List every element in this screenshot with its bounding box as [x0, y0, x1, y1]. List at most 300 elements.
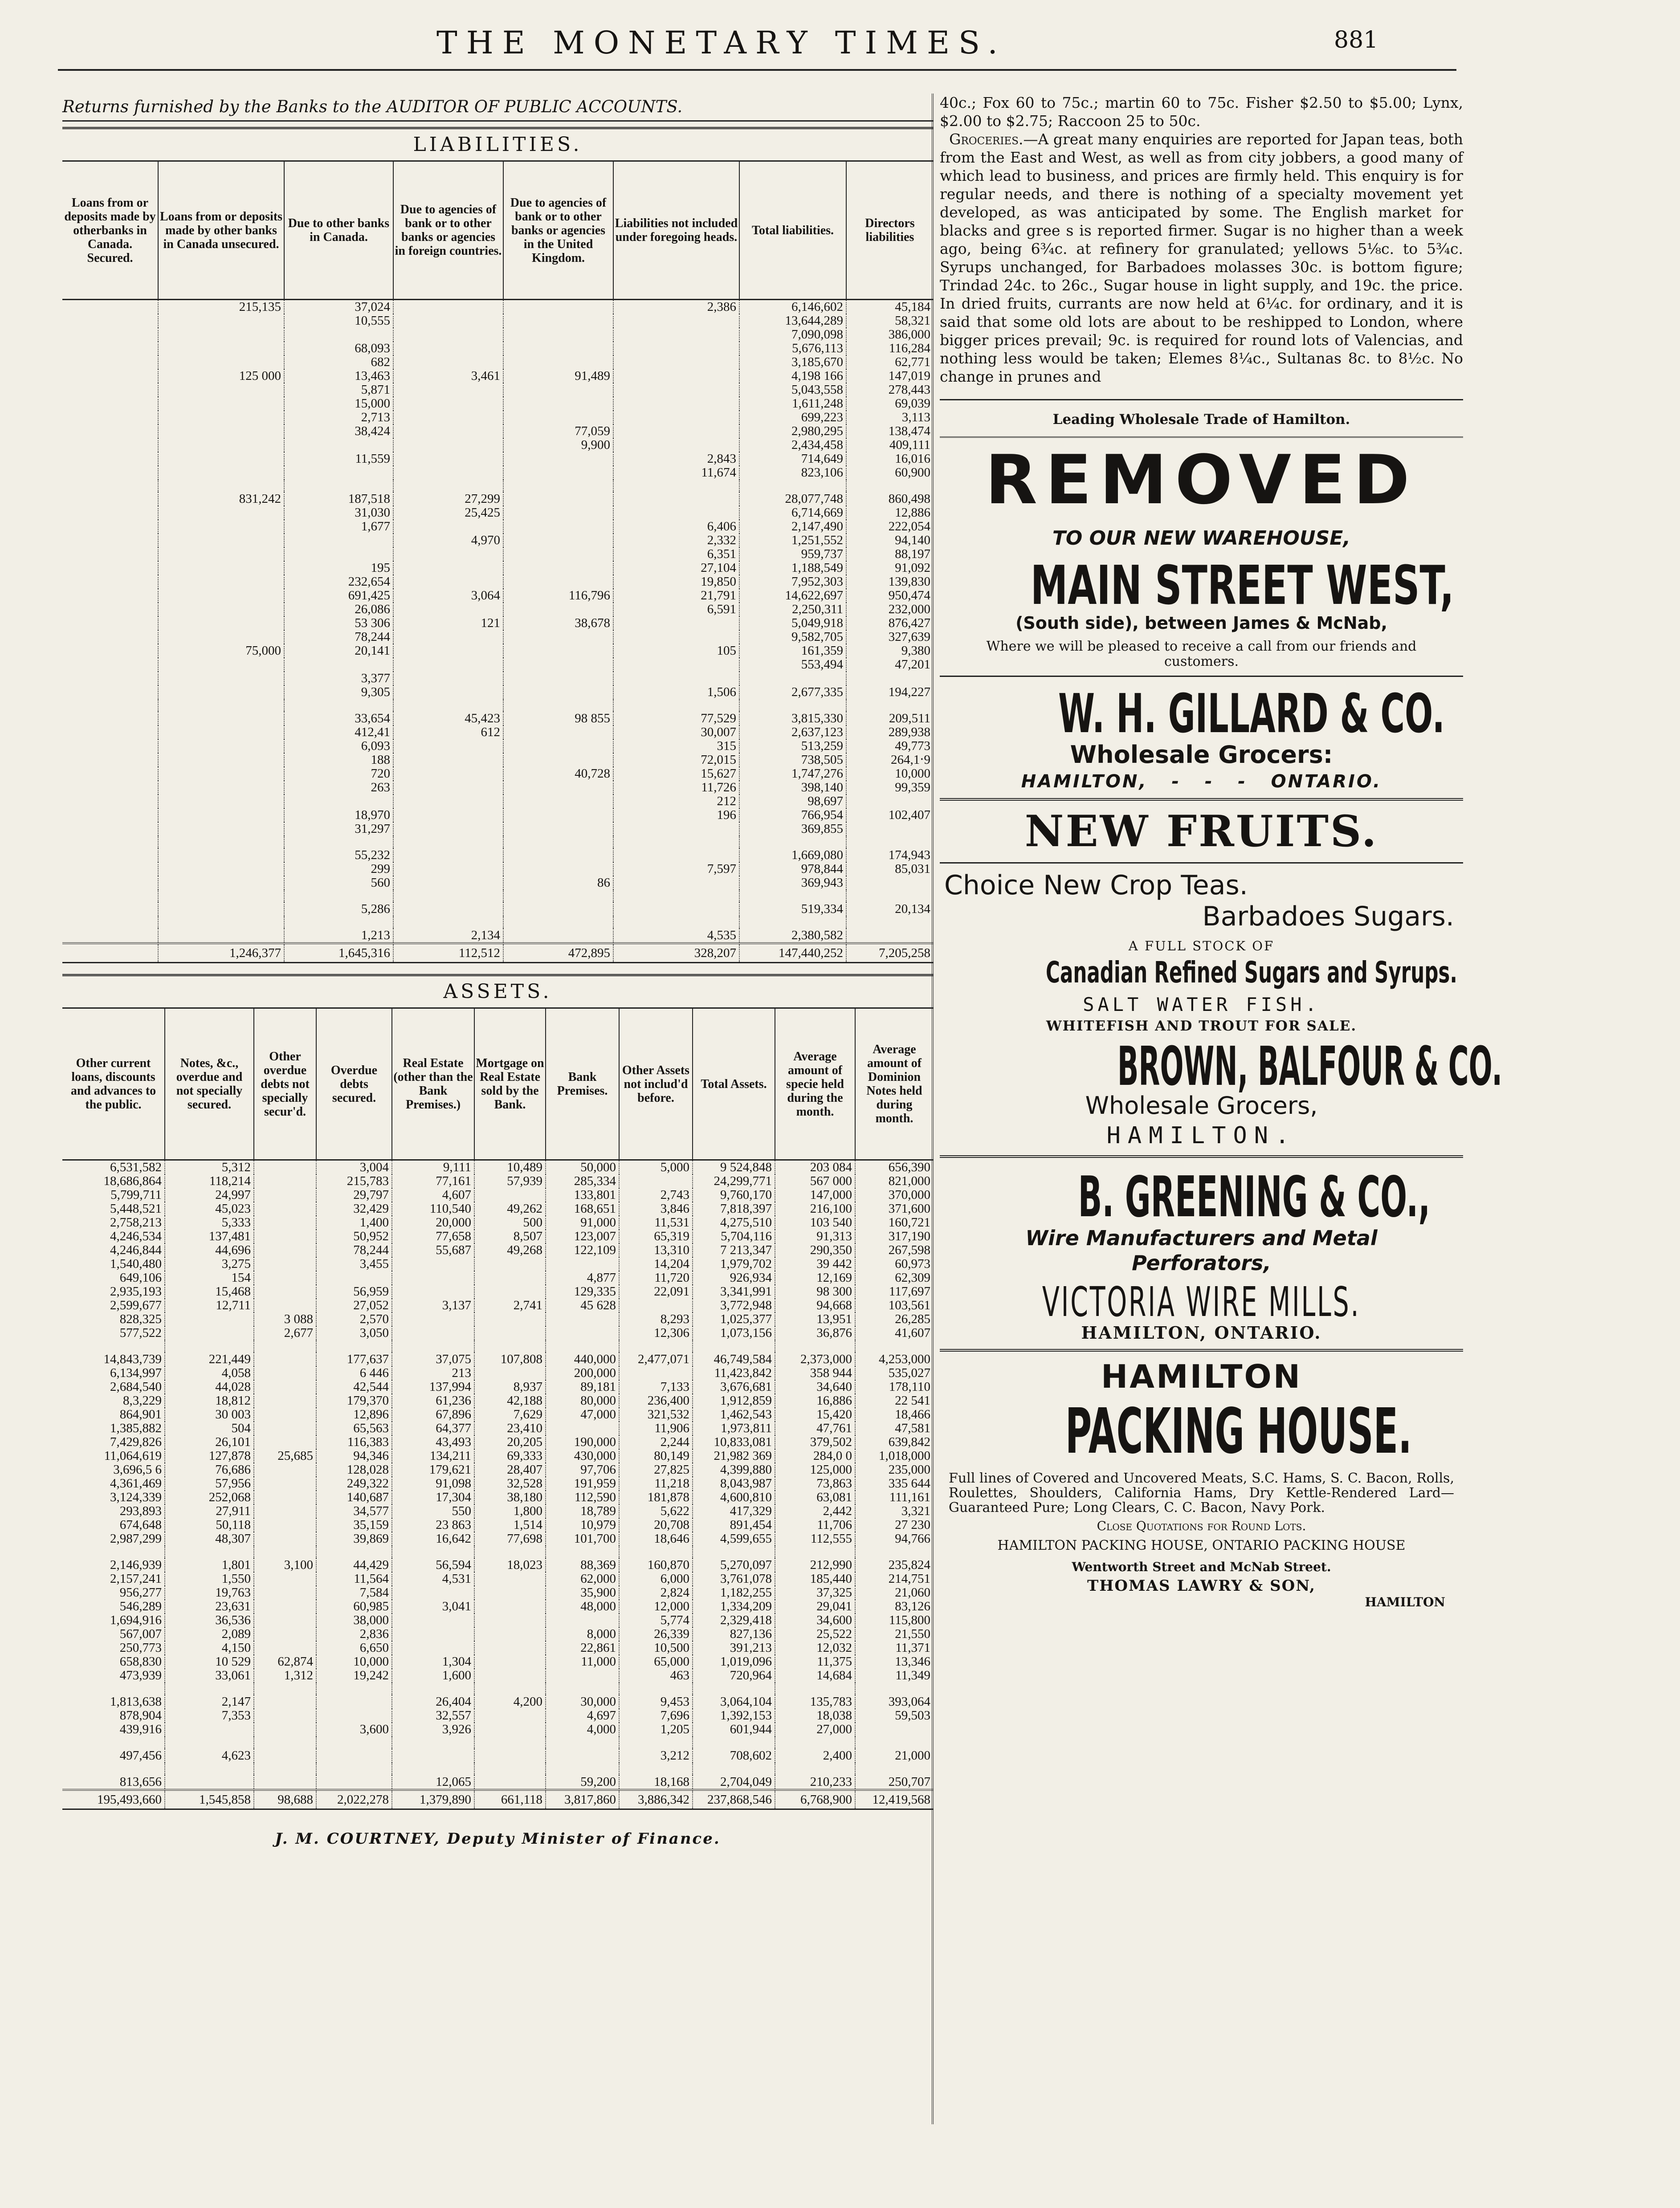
table-cell: 97,706 — [546, 1463, 619, 1477]
table-cell: 1,540,480 — [62, 1257, 165, 1271]
table-cell: 1,182,255 — [693, 1586, 775, 1600]
table-row — [62, 862, 933, 876]
table-cell: 831,242 — [158, 492, 284, 506]
table-cell — [62, 890, 158, 902]
table-cell: 60,973 — [895, 1257, 930, 1271]
table-cell: 42,544 — [316, 1380, 392, 1394]
balfour-grocers: Wholesale Grocers, — [1085, 1092, 1318, 1120]
table-cell: 440,000 — [546, 1353, 619, 1366]
table-cell: 1,188,549 — [739, 561, 846, 575]
table-cell — [619, 1174, 693, 1188]
table-cell: 57,939 — [474, 1174, 546, 1188]
table-cell — [474, 1669, 546, 1682]
table-cell — [316, 1736, 392, 1749]
table-cell — [503, 822, 613, 836]
table-cell — [284, 328, 393, 342]
table-row — [62, 1326, 933, 1340]
table-row — [62, 1736, 933, 1749]
table-cell: 1,392,153 — [693, 1709, 775, 1723]
table-cell: 47,581 — [895, 1421, 930, 1435]
table-cell: 140,687 — [316, 1491, 392, 1504]
table-cell: 125 000 — [158, 369, 284, 383]
south-side-line: (South side), between James & McNab, — [1015, 613, 1387, 633]
table-cell: 439,916 — [62, 1723, 165, 1736]
table-cell — [254, 1723, 316, 1736]
liab-column-header: Loans from or deposits made by otherbanks in Canada. Secured. — [62, 162, 158, 300]
table-cell — [474, 1749, 546, 1763]
greening-city: HAMILTON, ONTARIO. — [1081, 1323, 1322, 1343]
table-cell — [254, 1435, 316, 1449]
table-cell — [613, 424, 739, 438]
table-cell: 2,134 — [393, 929, 503, 943]
table-cell: 48,000 — [546, 1600, 619, 1613]
table-cell — [546, 1257, 619, 1271]
table-row — [62, 1641, 933, 1655]
table-cell — [158, 876, 284, 890]
table-cell: 4,607 — [392, 1188, 474, 1202]
table-cell: 212 — [613, 794, 739, 808]
main-street-heading: MAIN STREET WEST, — [1030, 555, 1454, 617]
table-row — [62, 1449, 933, 1463]
table-cell — [503, 328, 613, 342]
table-cell: 94,668 — [775, 1299, 855, 1312]
table-cell — [503, 452, 613, 466]
total-cell: 7,205,258 — [846, 943, 933, 963]
table-row — [62, 1655, 933, 1669]
table-cell — [393, 547, 503, 561]
table-row — [62, 561, 933, 575]
table-row — [62, 902, 933, 916]
table-cell — [474, 1257, 546, 1271]
table-cell — [284, 794, 393, 808]
table-cell: 813,656 — [62, 1775, 165, 1790]
table-cell: 567,007 — [62, 1627, 165, 1641]
table-cell: 3,926 — [392, 1723, 474, 1736]
table-cell: 160,870 — [619, 1558, 693, 1572]
table-cell — [474, 1312, 546, 1326]
asset-column-header: Bank Premises. — [546, 1009, 619, 1160]
table-cell: 4,599,655 — [693, 1532, 775, 1546]
table-cell: 2,713 — [284, 411, 393, 424]
table-cell: 18,466 — [895, 1407, 930, 1422]
table-cell — [284, 466, 393, 480]
table-cell — [158, 534, 284, 547]
table-cell: 24,997 — [165, 1188, 254, 1202]
balfour-name: BROWN, BALFOUR & CO. — [1117, 1036, 1503, 1098]
table-cell — [474, 1627, 546, 1641]
table-row — [62, 822, 933, 836]
gillard-city: HAMILTON, - - - ONTARIO. — [1021, 771, 1382, 792]
table-cell — [62, 547, 158, 561]
table-cell: 293,893 — [62, 1504, 165, 1518]
table-cell — [254, 1394, 316, 1408]
table-cell — [62, 383, 158, 397]
table-cell — [474, 1655, 546, 1669]
table-cell: 200,000 — [546, 1366, 619, 1380]
asset-column-header: Real Estate (other than the Bank Premises.) — [392, 1009, 474, 1160]
table-row — [62, 1380, 933, 1394]
table-cell — [62, 685, 158, 699]
table-cell: 185,440 — [775, 1572, 855, 1586]
table-cell — [393, 862, 503, 876]
table-cell: 37,075 — [392, 1353, 474, 1366]
table-cell: 191,959 — [546, 1477, 619, 1491]
table-cell: 39,869 — [316, 1532, 392, 1546]
table-cell: 3,100 — [254, 1558, 316, 1572]
table-cell: 9,900 — [503, 438, 613, 452]
table-cell: 2,477,071 — [619, 1353, 693, 1366]
table-cell: 417,329 — [693, 1504, 775, 1518]
new-warehouse-line: TO OUR NEW WAREHOUSE, — [1052, 527, 1351, 550]
table-cell — [392, 1257, 474, 1271]
table-cell — [613, 492, 739, 506]
table-cell: 463 — [619, 1669, 693, 1682]
table-cell: 23,410 — [474, 1422, 546, 1435]
signature: J. M. COURTNEY, Deputy Minister of Finance. — [275, 1830, 721, 1848]
table-row — [62, 520, 933, 534]
table-cell: 3 088 — [254, 1312, 316, 1326]
table-cell: 708,602 — [693, 1749, 775, 1763]
table-cell: 19,850 — [613, 575, 739, 589]
table-cell: 11,064,619 — [62, 1449, 165, 1463]
table-cell — [846, 929, 933, 943]
packing-quotations: Close Quotations for Round Lots. — [1097, 1519, 1306, 1533]
table-cell: 147,019 — [888, 369, 930, 383]
table-cell — [62, 767, 158, 781]
table-cell: 216,100 — [775, 1202, 855, 1216]
table-cell: 27,052 — [316, 1299, 392, 1312]
table-cell — [254, 1695, 316, 1709]
table-cell: 69,039 — [895, 396, 930, 411]
table-cell: 9,305 — [284, 685, 393, 699]
asset-column-header: Notes, &c., overdue and not specially secured. — [165, 1009, 254, 1160]
table-cell — [254, 1682, 316, 1695]
table-cell — [254, 1243, 316, 1257]
table-cell: 98 300 — [775, 1285, 855, 1299]
table-cell — [158, 902, 284, 916]
table-cell: 5,774 — [619, 1613, 693, 1627]
table-cell: 23,631 — [165, 1600, 254, 1613]
table-cell: 135,783 — [775, 1695, 855, 1709]
table-row — [62, 411, 933, 424]
table-cell — [62, 397, 158, 411]
table-row — [62, 1230, 933, 1243]
table-cell: 18,038 — [775, 1709, 855, 1723]
table-cell — [846, 890, 933, 902]
table-cell: 37,024 — [284, 300, 393, 314]
table-cell: 98 855 — [503, 712, 613, 725]
table-cell: 8,000 — [546, 1627, 619, 1641]
asset-column-header: Other Assets not includ'd before. — [619, 1009, 693, 1160]
table-row — [62, 1669, 933, 1682]
table-cell: 1,385,882 — [62, 1422, 165, 1435]
table-cell — [474, 1572, 546, 1586]
table-row — [62, 1749, 933, 1763]
table-cell — [284, 658, 393, 672]
table-cell — [613, 836, 739, 848]
table-row — [62, 466, 933, 480]
table-cell: 2,373,000 — [775, 1353, 855, 1366]
salt-water-line: SALT WATER FISH. — [1083, 994, 1320, 1015]
table-cell: 62,000 — [546, 1572, 619, 1586]
table-cell: 2,824 — [619, 1586, 693, 1600]
table-cell — [62, 739, 158, 753]
table-cell: 864,901 — [62, 1408, 165, 1422]
table-cell: 32,528 — [474, 1477, 546, 1491]
table-cell: 5,312 — [165, 1160, 254, 1175]
table-cell: 2,434,458 — [739, 438, 846, 452]
table-cell: 59,200 — [546, 1775, 619, 1790]
table-cell: 91,489 — [503, 369, 613, 383]
table-cell: 1,025,377 — [693, 1312, 775, 1326]
table-cell: 5,286 — [284, 902, 393, 916]
table-cell: 116,284 — [889, 341, 930, 355]
table-cell — [62, 862, 158, 876]
table-cell — [393, 480, 503, 492]
table-row — [62, 1586, 933, 1600]
table-cell: 11,000 — [546, 1655, 619, 1669]
table-cell — [316, 1775, 392, 1790]
table-row — [62, 300, 933, 314]
table-cell — [503, 685, 613, 699]
table-cell — [474, 1340, 546, 1353]
table-cell: 128,028 — [316, 1463, 392, 1477]
table-cell — [62, 1340, 165, 1353]
table-cell: 2,570 — [316, 1312, 392, 1326]
table-cell: 33,654 — [284, 712, 393, 725]
table-cell: 10,833,081 — [693, 1435, 775, 1449]
table-cell: 8,293 — [619, 1312, 693, 1326]
table-cell: 6,093 — [284, 739, 393, 753]
table-cell: 546,289 — [62, 1600, 165, 1613]
table-cell: 91,098 — [392, 1477, 474, 1491]
packing-hamilton: HAMILTON — [1101, 1358, 1302, 1395]
table-cell: 26,101 — [165, 1435, 254, 1449]
table-cell: 14,684 — [775, 1669, 855, 1682]
table-cell: 107,808 — [474, 1353, 546, 1366]
table-cell — [62, 902, 158, 916]
table-cell: 7,353 — [165, 1709, 254, 1723]
table-cell — [775, 1546, 855, 1558]
table-cell: 123,007 — [546, 1230, 619, 1243]
assets-title: ASSETS. — [62, 974, 933, 1009]
table-cell — [62, 616, 158, 630]
table-cell — [158, 630, 284, 644]
table-cell — [158, 929, 284, 943]
table-row — [62, 725, 933, 739]
table-cell: 12,886 — [895, 505, 930, 520]
table-cell: 13,951 — [775, 1312, 855, 1326]
table-cell: 30,000 — [546, 1695, 619, 1709]
newspaper-title: THE MONETARY TIMES. — [436, 24, 1007, 61]
table-cell: 7,429,826 — [62, 1435, 165, 1449]
table-cell: 2,836 — [316, 1627, 392, 1641]
table-cell: 45,184 — [895, 300, 930, 314]
table-cell — [474, 1326, 546, 1340]
table-row — [62, 794, 933, 808]
table-cell: 3,064,104 — [693, 1695, 775, 1709]
table-cell: 45,023 — [165, 1202, 254, 1216]
table-cell: 37,325 — [775, 1586, 855, 1600]
table-cell: 289,938 — [888, 725, 930, 739]
markets-furs-text: 40c.; Fox 60 to 75c.; martin 60 to 75c. Fisher $2.50 to $5.00; Lynx, $2.00 to $2.75; Raccoon 25 to 50c. — [940, 94, 1463, 130]
table-cell — [62, 781, 158, 794]
table-cell — [613, 916, 739, 929]
table-cell: 65,319 — [619, 1230, 693, 1243]
table-cell — [503, 781, 613, 794]
returns-subtitle: Returns furnished by the Banks to the AUDITOR OF PUBLIC ACCOUNTS. — [62, 94, 933, 122]
table-cell: 32,557 — [392, 1709, 474, 1723]
table-cell: 190,000 — [546, 1435, 619, 1449]
table-cell: 519,334 — [739, 902, 846, 916]
table-cell: 118,214 — [165, 1174, 254, 1188]
table-cell — [503, 672, 613, 685]
table-cell: 3,212 — [619, 1749, 693, 1763]
table-cell: 11,423,842 — [693, 1366, 775, 1380]
table-cell: 6,146,602 — [739, 300, 846, 314]
table-cell: 49,773 — [895, 739, 930, 753]
total-cell: 112,512 — [393, 943, 503, 963]
table-cell — [254, 1586, 316, 1600]
table-cell — [393, 411, 503, 424]
table-cell: 3,321 — [901, 1504, 930, 1518]
table-cell: 3,041 — [392, 1600, 474, 1613]
liab-column-header: Directors liabilities — [846, 162, 933, 300]
table-cell — [393, 630, 503, 644]
table-cell: 105 — [613, 644, 739, 658]
table-row — [62, 672, 933, 685]
table-cell — [158, 848, 284, 862]
table-cell — [254, 1202, 316, 1216]
table-cell: 327,639 — [888, 630, 930, 644]
table-cell — [739, 672, 846, 685]
table-cell: 75,000 — [158, 644, 284, 658]
table-cell: 639,842 — [888, 1435, 930, 1449]
table-cell: 10,000 — [316, 1655, 392, 1669]
table-cell: 14,622,697 — [739, 589, 846, 603]
table-cell — [619, 1366, 693, 1380]
table-cell: 20,708 — [619, 1518, 693, 1532]
table-cell: 26,285 — [895, 1312, 930, 1326]
table-cell: 1,506 — [613, 685, 739, 699]
table-cell — [158, 314, 284, 328]
table-row — [62, 630, 933, 644]
table-cell: 10,979 — [546, 1518, 619, 1532]
total-row — [62, 943, 933, 963]
table-cell — [284, 438, 393, 452]
table-cell: 386,000 — [888, 327, 930, 342]
table-cell — [158, 836, 284, 848]
table-cell: 393,064 — [888, 1695, 930, 1709]
groceries-text: —A great many enquiries are reported for Japan teas, both from the East and West, as well as from city jobbers, a good many of which lead to business, and prices are firmly held. This enquiry is for regular needs, and there is nothing of a specialty movement yet developed, as was anticipated by some. The English market for blacks and gree s is reported firmer. Sugar is no higher than a week ago, being 6¾c. at refinery for granulated; yellows 5⅛c. to 5¾c. Syrups unchanged, for Barbadoes molasses 30c. is bottom figure; Trindad 24c. to 26c., Sugar house in light supply, and 19c. the price. In dried fruits, currants are now held at 6¼c. for ordinary, and it is said that some old lots are about to be reshipped to London, where bigger prices prevail; 9c. is required for round lots of Valencias, and nothing less would be taken; Elemes 8¼c., Sultanas 8c. to 8½c. No change in prunes and — [940, 130, 1463, 385]
table-cell — [393, 753, 503, 767]
table-cell — [62, 355, 158, 369]
table-cell: 44,696 — [165, 1243, 254, 1257]
table-cell — [254, 1408, 316, 1422]
table-cell: 12,711 — [165, 1299, 254, 1312]
total-cell: 3,886,342 — [619, 1790, 693, 1809]
table-row — [62, 767, 933, 781]
table-cell — [254, 1532, 316, 1546]
table-cell: 3,772,948 — [693, 1299, 775, 1312]
packing-house-heading: PACKING HOUSE. — [1065, 1395, 1412, 1468]
table-cell — [393, 848, 503, 862]
table-cell — [62, 424, 158, 438]
table-cell: 27,000 — [775, 1723, 855, 1736]
table-cell — [619, 1736, 693, 1749]
table-cell — [546, 1669, 619, 1682]
table-cell: 5,448,521 — [62, 1202, 165, 1216]
table-cell — [165, 1682, 254, 1695]
table-cell: 3,050 — [316, 1326, 392, 1340]
table-cell — [846, 876, 933, 890]
table-cell: 2,987,299 — [62, 1532, 165, 1546]
table-cell — [165, 1723, 254, 1736]
table-row — [62, 1243, 933, 1257]
table-cell: 720 — [284, 767, 393, 781]
table-cell: 550 — [392, 1504, 474, 1518]
table-cell: 127,878 — [165, 1449, 254, 1463]
table-cell — [855, 1340, 933, 1353]
table-cell: 57,956 — [165, 1477, 254, 1491]
table-cell — [474, 1188, 546, 1202]
table-cell — [613, 848, 739, 862]
total-cell — [62, 943, 158, 963]
table-cell — [158, 575, 284, 589]
table-cell — [613, 902, 739, 916]
table-cell — [474, 1709, 546, 1723]
table-cell: 25,685 — [254, 1449, 316, 1463]
table-cell — [62, 575, 158, 589]
table-cell — [775, 1736, 855, 1749]
table-cell: 4,600,810 — [693, 1491, 775, 1504]
table-cell — [739, 699, 846, 712]
table-cell — [392, 1613, 474, 1627]
table-cell: 42,188 — [474, 1394, 546, 1408]
table-cell: 1,304 — [392, 1655, 474, 1669]
table-cell — [503, 506, 613, 520]
table-cell — [158, 480, 284, 492]
table-row — [62, 1546, 933, 1558]
table-cell: 860,498 — [888, 492, 930, 506]
table-cell — [503, 848, 613, 862]
table-cell: 10,000 — [895, 766, 930, 781]
table-cell: 263 — [284, 781, 393, 794]
table-cell: 196 — [613, 808, 739, 822]
total-cell: 661,118 — [474, 1790, 546, 1809]
table-cell: 11,674 — [613, 466, 739, 480]
table-cell — [392, 1641, 474, 1655]
total-cell: 237,868,546 — [693, 1790, 775, 1809]
table-cell — [254, 1600, 316, 1613]
balfour-advertisement — [940, 806, 1503, 1149]
table-cell — [503, 916, 613, 929]
table-cell — [693, 1546, 775, 1558]
table-cell: 3,600 — [316, 1723, 392, 1736]
rule — [940, 862, 1463, 864]
table-cell: 6,134,997 — [62, 1366, 165, 1380]
table-cell — [62, 506, 158, 520]
rule — [940, 676, 1463, 677]
table-cell — [316, 1749, 392, 1763]
table-cell: 4,399,880 — [693, 1463, 775, 1477]
table-cell: 133,801 — [546, 1188, 619, 1202]
table-cell — [392, 1326, 474, 1340]
table-cell — [316, 1763, 392, 1775]
table-cell: 7 213,347 — [693, 1243, 775, 1257]
table-cell: 80,149 — [619, 1449, 693, 1463]
table-cell: 4,623 — [165, 1749, 254, 1763]
